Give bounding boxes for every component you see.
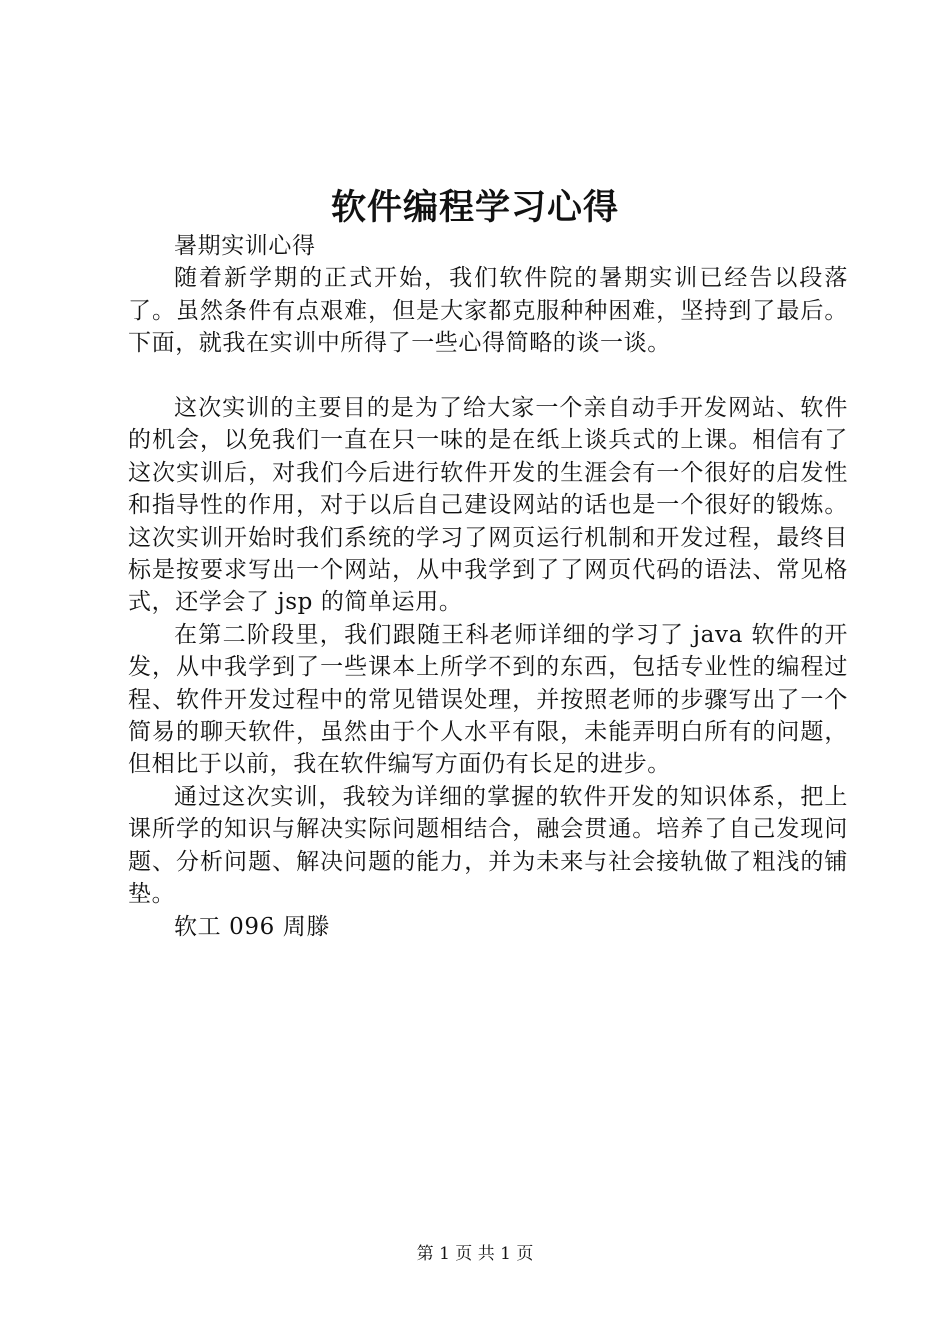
page-footer: 第 1 页 共 1 页 xyxy=(416,1244,534,1264)
paragraph-purpose: 这次实训的主要目的是为了给大家一个亲自动手开发网站、软件的机会，以免我们一直在只一味的是在纸上谈兵式的上课。相信有了这次实训后，对我们今后进行软件开发的生涯会有一个很好的启发性和指导性的作用，对于以后自己建设网站的话也是一个很好的锻炼。这次实训开始时我们系统的学习了网页运行机制和开发过程，最终目标是按要求写出一个网站，从中我学到了了网页代码的语法、常见格式，还学会了 jsp 的简单运用。 xyxy=(128,395,848,616)
paragraph-gap xyxy=(128,360,848,392)
paragraph-intro: 随着新学期的正式开始，我们软件院的暑期实训已经告以段落了。虽然条件有点艰难，但是大家都克服种种困难，坚持到了最后。下面，就我在实训中所得了一些心得简略的谈一谈。 xyxy=(128,265,848,357)
document-body xyxy=(128,230,848,943)
document-title: 软件编程学习心得 xyxy=(330,187,619,228)
paragraph-conclusion: 通过这次实训，我较为详细的掌握的软件开发的知识体系，把上课所学的知识与解决实际问题相结合，融会贯通。培养了自己发现问题、分析问题、解决问题的能力，并为未来与社会接轨做了粗浅的铺垫。 xyxy=(128,783,848,908)
signature-line: 软工 096 周滕 xyxy=(174,913,330,940)
subtitle-line: 暑期实训心得 xyxy=(174,233,316,259)
paragraph-second-stage: 在第二阶段里，我们跟随王科老师详细的学习了 java 软件的开发，从中我学到了一些课本上所学不到的东西，包括专业性的编程过程、软件开发过程中的常见错误处理，并按照老师的步骤写出了一个简易的聊天软件，虽然由于个人水平有限，未能弄明白所有的问题，但相比于以前，我在软件编写方面仍有长足的进步。 xyxy=(128,621,848,778)
